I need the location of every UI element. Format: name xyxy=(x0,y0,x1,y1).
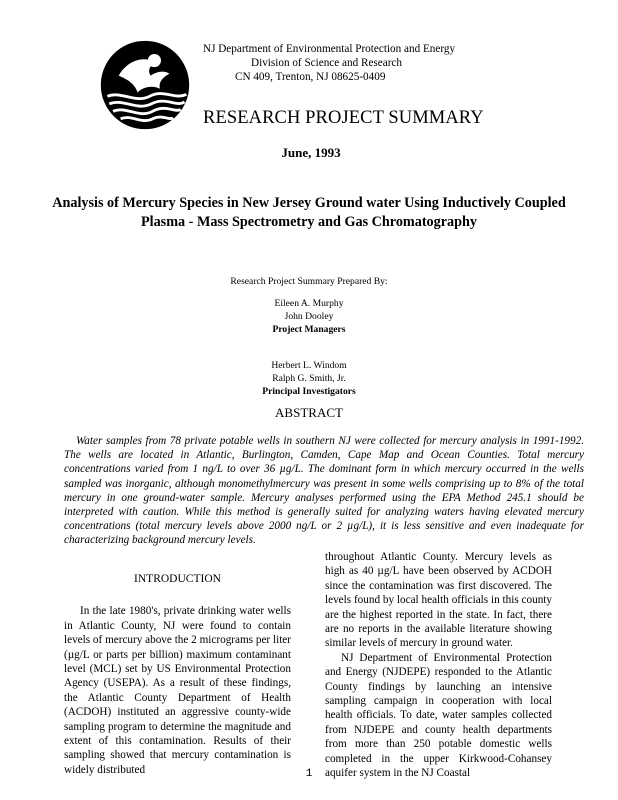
investigators-block xyxy=(0,359,618,398)
njdepe-seal-logo xyxy=(98,38,192,132)
right-column xyxy=(325,550,552,781)
manager-name: John Dooley xyxy=(284,311,334,322)
abstract-text: Water samples from 78 private potable wells in southern NJ were collected for mercury analysis in 1991-1992. The wells are located in Atlantic, Burlington, Camden, Cape Map and Ocean Counties. Total mercury concentrations varied from 1 ng/L to over 36 µg/L. The dominant form in which mercury occurred in the wells sampled was inorganic, although monomethylmercury was present in some wells comprising up to 8% of the total mercury in one ground-water sample. Mercury analyses performed using the EPA Method 245.1 should be interpreted with caution. While this method is generally suited for analyzing waters having elevated mercury concentrations (total mercury levels above 2000 ng/L or 2 µg/L), it is less sensitive and even inadequate for characterizing background mercury levels. xyxy=(64,435,584,547)
left-column xyxy=(64,572,291,777)
abstract-heading: ABSTRACT xyxy=(275,405,343,420)
intro-paragraph: In the late 1980's, private drinking water wells in Atlantic County, NJ were found to contain levels of mercury above the 2 micrograms per liter (µg/L or parts per billion) maximum contaminant level (MCL) set by US Environmental Protection Agency (USEPA). As a result of these findings, the Atlantic County Department of Health (ACDOH) instituted an aggressive county-wide sampling program to determine the magnitude and extent of this contamination. Results of their sampling showed that mercury contamination is widely distributed xyxy=(64,605,291,776)
introduction-heading: INTRODUCTION xyxy=(134,573,221,585)
agency-name: NJ Department of Environmental Protection and Energy xyxy=(203,43,456,55)
agency-division: Division of Science and Research xyxy=(251,57,402,69)
agency-address xyxy=(203,42,455,84)
project-managers-block xyxy=(0,297,618,336)
report-title: Analysis of Mercury Species in New Jersey Ground water Using Inductively Coupled Plasma - Mass Spectrometry and Gas Chromatography xyxy=(52,195,566,230)
manager-name: Eileen A. Murphy xyxy=(274,298,344,309)
prepared-by-label: Research Project Summary Prepared By: xyxy=(230,276,388,287)
investigator-name: Ralph G. Smith, Jr. xyxy=(272,373,346,384)
publication-date: June, 1993 xyxy=(281,145,341,160)
document-type-heading: RESEARCH PROJECT SUMMARY xyxy=(203,108,484,128)
agency-mailing-address: CN 409, Trenton, NJ 08625-0409 xyxy=(235,71,386,83)
intro-paragraph-continued: throughout Atlantic County. Mercury levels as high as 40 µg/L have been observed by ACDOH since the contamination was first discovered. The levels found by local health officials in this county are the highest reported in the state. In fact, there are no reports in the available literature showing similar levels of mercury in ground water. xyxy=(325,551,552,650)
managers-role-label: Project Managers xyxy=(272,324,346,335)
investigators-role-label: Principal Investigators xyxy=(262,386,356,397)
page-number: 1 xyxy=(305,768,313,780)
intro-paragraph: NJ Department of Environmental Protection and Energy (NJDEPE) responded to the Atlantic County findings by launching an intensive sampling campaign in cooperation with local health officials. To date, water samples collected from NJDEPE and county health departments from more than 250 potable domestic wells completed in the upper Kirkwood-Cohansey aquifer system in the NJ Coastal xyxy=(325,651,552,780)
investigator-name: Herbert L. Windom xyxy=(271,360,347,371)
